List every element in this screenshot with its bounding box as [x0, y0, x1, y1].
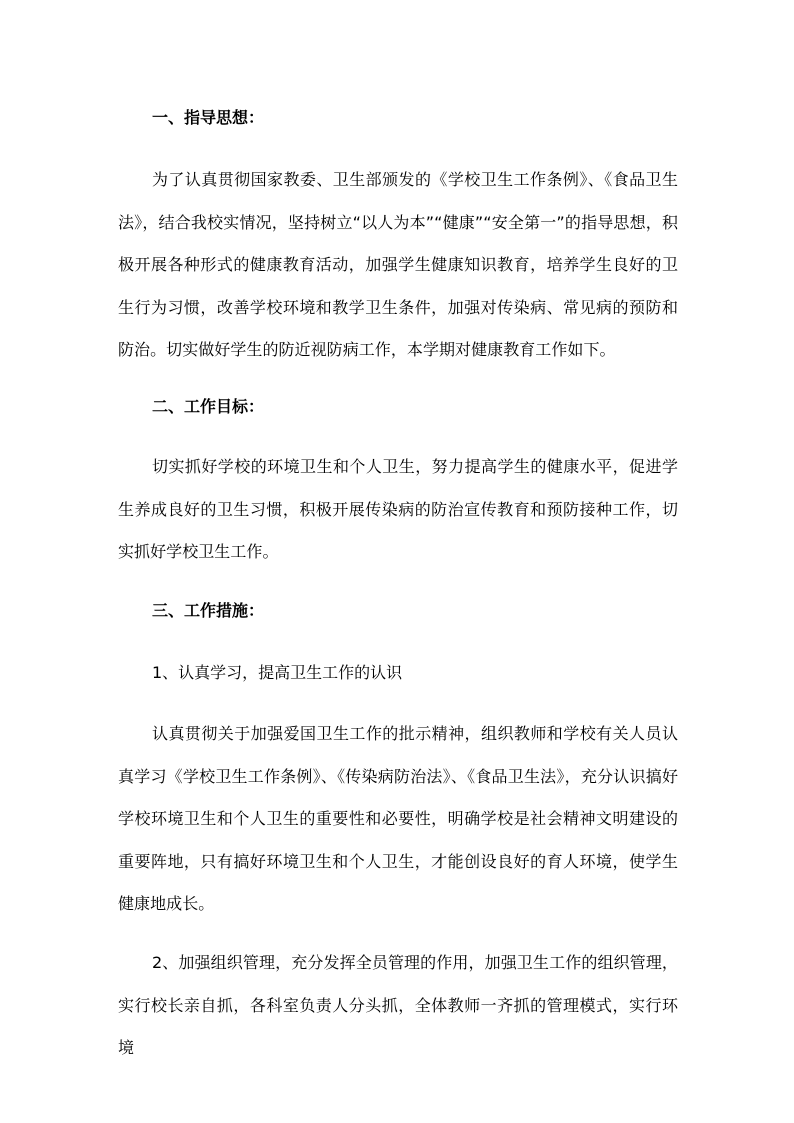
section-heading-work-goals: 二、工作目标： [152, 397, 265, 416]
measure-item-1-title: 1、认真学习，提高卫生工作的认识 [152, 663, 403, 682]
paragraph-measure-item-2: 2、加强组织管理，充分发挥全员管理的作用，加强卫生工作的组织管理，实行校长亲自抓，各科室负责人分头抓，全体教师一齐抓的管理模式，实行环境 [118, 953, 678, 1057]
section-heading-work-measures: 三、工作措施： [152, 601, 265, 620]
paragraph-guiding-ideology: 为了认真贯彻国家教委、卫生部颁发的《学校卫生工作条例》、《食品卫生法》，结合我校实情况，坚持树立“以人为本”“健康”“安全第一”的指导思想，积极开展各种形式的健康教育活动，加强学生健康知识教育，培养学生良好的卫生行为习惯，改善学校环境和教学卫生条件，加强对传染病、常见病的预防和防治。切实做好学生的防近视防病工作，本学期对健康教育工作如下。 [118, 170, 678, 359]
paragraph-measure-item-1: 认真贯彻关于加强爱国卫生工作的批示精神，组织教师和学校有关人员认真学习《学校卫生工作条例》、《传染病防治法》、《食品卫生法》，充分认识搞好学校环境卫生和个人卫生的重要性和必要性，明确学校是社会精神文明建设的重要阵地，只有搞好环境卫生和个人卫生，才能创设良好的育人环境，使学生健康地成长。 [118, 724, 678, 913]
paragraph-work-goals: 切实抓好学校的环境卫生和个人卫生，努力提高学生的健康水平，促进学生养成良好的卫生习惯，积极开展传染病的防治宣传教育和预防接种工作，切实抓好学校卫生工作。 [118, 457, 678, 561]
section-heading-guiding-ideology: 一、指导思想： [152, 108, 265, 127]
